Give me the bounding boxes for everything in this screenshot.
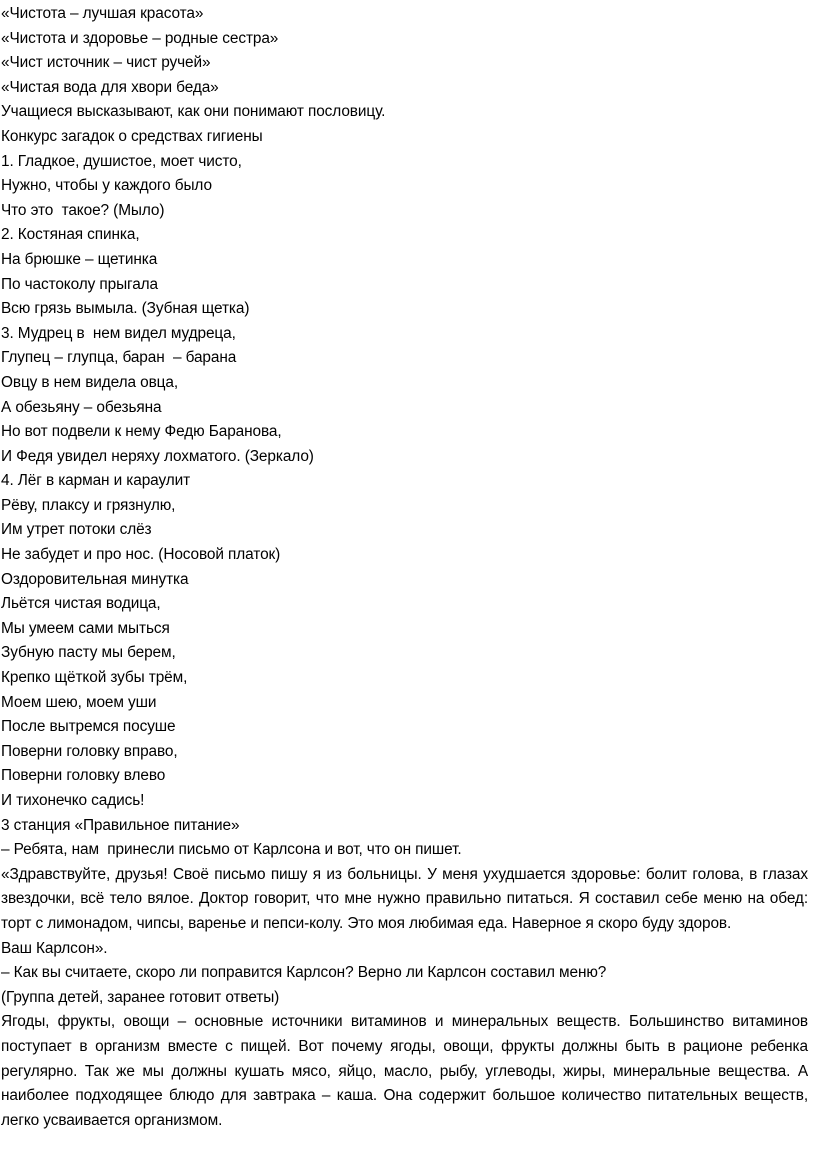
closing-paragraph: Ягоды, фрукты, овощи – основные источники витаминов и минеральных веществ. Большинство витаминов поступает в организм вместе с пищей. Вот почему ягоды, овощи, фрукты должны быть в рационе ребенка регулярно. Так же мы должны кушать мясо, яйцо, масло, рыбу, углеводы, жиры, минеральные вещества. А наиболее подходящее блюдо для завтрака – каша. Она содержит большое количество питательных веществ, легко усваивается организмом. (1, 1013, 808, 1129)
riddle-line: 4. Лёг в карман и караулит (1, 472, 191, 490)
riddle-line: 2. Костяная спинка, (1, 226, 140, 244)
poem-line: Льётся чистая водица, (1, 595, 161, 613)
section-heading: Оздоровительная минутка (1, 570, 189, 588)
riddle-line: Овцу в нем видела овца, (1, 373, 179, 391)
riddle-line: Глупец – глупца, баран – барана (1, 349, 237, 367)
section-heading: Конкурс загадок о средствах гигиены (1, 127, 263, 145)
riddle-line: 3. Мудрец в нем видел мудреца, (1, 324, 236, 342)
riddle-line: Рёву, плаксу и грязнулю, (1, 496, 176, 514)
poem-line: Моем шею, моем уши (1, 693, 157, 711)
text-line: Учащиеся высказывают, как они понимают пословицу. (1, 103, 386, 121)
riddle-line: 1. Гладкое, душистое, моет чисто, (1, 152, 242, 170)
riddle-line: По частоколу прыгала (1, 275, 159, 293)
riddle-line: На брюшке – щетинка (1, 250, 158, 268)
riddle-line: Что это такое? (Мыло) (1, 201, 165, 219)
group-note: (Группа детей, заранее готовит ответы) (1, 988, 280, 1006)
poem-line: Мы умеем сами мыться (1, 619, 170, 637)
poem-line: После вытремся посуше (1, 718, 176, 736)
proverb-line: «Чистота – лучшая красота» (1, 5, 204, 22)
poem-line: Зубную пасту мы берем, (1, 644, 176, 662)
proverb-line: «Чист источник – чист ручей» (1, 54, 211, 72)
poem-line: Поверни головку вправо, (1, 742, 178, 760)
riddle-line: Всю грязь вымыла. (Зубная щетка) (1, 300, 250, 318)
riddle-line: Им утрет потоки слёз (1, 521, 152, 539)
letter-signature: Ваш Карлсон». (1, 939, 108, 957)
section-heading: 3 станция «Правильное питание» (1, 816, 240, 834)
text-line: – Ребята, нам принесли письмо от Карлсона и вот, что он пишет. (1, 841, 462, 859)
proverb-line: «Чистота и здоровье – родные сестра» (1, 29, 279, 47)
riddle-line: Нужно, чтобы у каждого было (1, 177, 212, 195)
riddle-line: Но вот подвели к нему Федю Баранова, (1, 423, 282, 441)
poem-line: И тихонечко садись! (1, 792, 145, 809)
poem-line: Поверни головку влево (1, 767, 166, 785)
riddle-line: А обезьяну – обезьяна (1, 398, 162, 416)
letter-paragraph: «Здравствуйте, друзья! Своё письмо пишу я из больницы. У меня ухудшается здоровье: болит голова, в глазах звездочки, всё тело вялое. Доктор говорит, что мне нужно правильно питаться. Я составил себе меню на обед: торт с лимонадом, чипсы, варенье и пепси-колу. Это моя любимая еда. Наверное я скоро буду здоров. (1, 865, 808, 932)
poem-line: Крепко щёткой зубы трём, (1, 669, 188, 687)
question-line: – Как вы считаете, скоро ли поправится Карлсон? Верно ли Карлсон составил меню? (1, 964, 607, 982)
riddle-line: Не забудет и про нос. (Носовой платок) (1, 546, 281, 564)
riddle-line: И Федя увидел неряху лохматого. (Зеркало) (1, 447, 314, 465)
proverb-line: «Чистая вода для хвори беда» (1, 78, 219, 96)
